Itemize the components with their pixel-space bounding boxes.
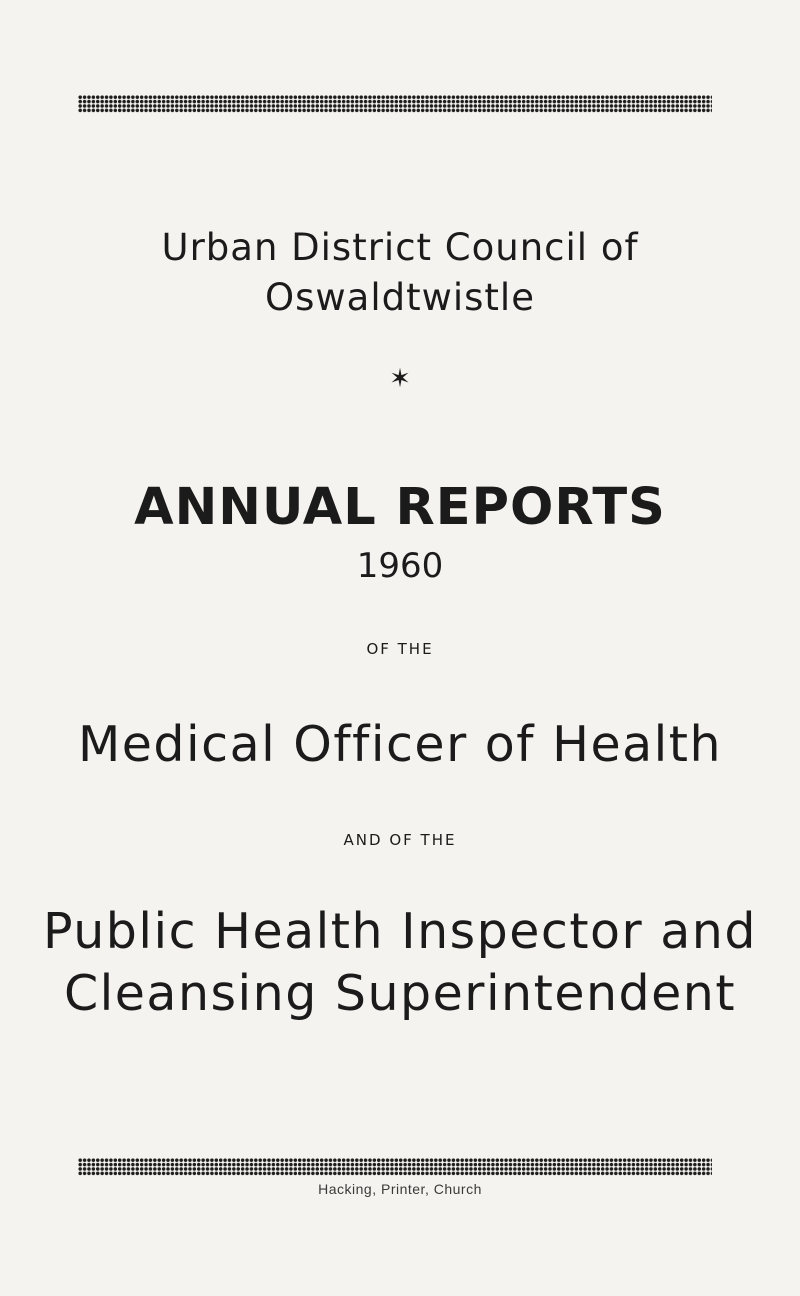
star-ornament-icon: ✶ [389, 364, 411, 394]
dotted-border-bottom [78, 1158, 712, 1176]
inspector-title-line2: Cleansing Superintendent [63, 965, 737, 1022]
council-name-line2: Oswaldtwistle [265, 276, 535, 319]
dotted-border-top [78, 95, 712, 113]
inspector-title-line1: Public Health Inspector and [43, 903, 757, 960]
report-title: ANNUAL REPORTS [134, 478, 666, 537]
report-year: 1960 [356, 546, 444, 586]
connector-and-of-the: AND OF THE [343, 831, 457, 849]
connector-of-the: OF THE [366, 640, 434, 658]
officer-title: Medical Officer of Health [78, 716, 722, 773]
printer-credit: Hacking, Printer, Church [318, 1181, 482, 1197]
council-name-line1: Urban District Council of [161, 226, 639, 269]
